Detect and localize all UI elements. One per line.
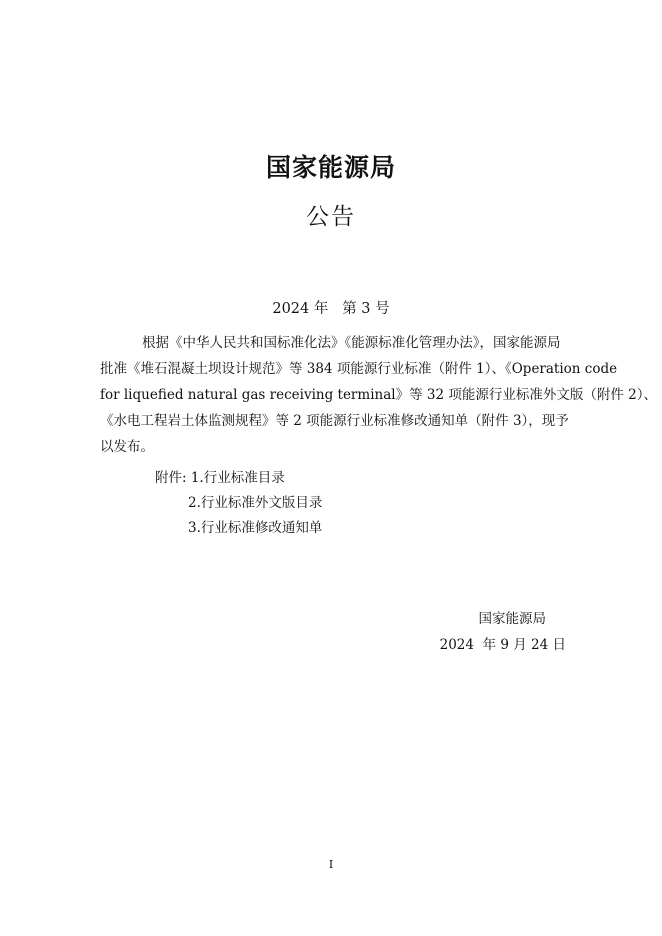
attachment-item-2: 2.行业标准外文版目录 xyxy=(188,495,323,511)
announcement-body xyxy=(100,330,657,460)
body-line: 根据《中华人民共和国标准化法》《能源标准化管理办法》，国家能源局 xyxy=(142,335,561,351)
body-line: 以发布。 xyxy=(100,439,154,455)
body-line: for liquefied natural gas receiving terminal》等 32 项能源行业标准外文版（附件 2）、 xyxy=(100,387,657,403)
page-number: I xyxy=(328,858,334,871)
signature-org: 国家能源局 xyxy=(478,611,546,627)
attachments-list xyxy=(155,466,322,541)
document-number: 2024 年 第 3 号 xyxy=(272,301,390,317)
attachment-item-3: 3.行业标准修改通知单 xyxy=(188,520,323,536)
body-line: 批准《堆石混凝土坝设计规范》等 384 项能源行业标准（附件 1）、《Operation code xyxy=(100,361,618,377)
signature-block xyxy=(440,606,566,658)
agency-title: 国家能源局 xyxy=(265,153,396,182)
body-line: 《水电工程岩土体监测规程》等 2 项能源行业标准修改通知单（附件 3），现予 xyxy=(100,413,569,429)
signature-date: 2024 年 9 月 24 日 xyxy=(439,637,566,653)
document-type-heading: 公告 xyxy=(306,204,356,230)
attachment-item-1: 附件: 1.行业标准目录 xyxy=(155,470,285,486)
